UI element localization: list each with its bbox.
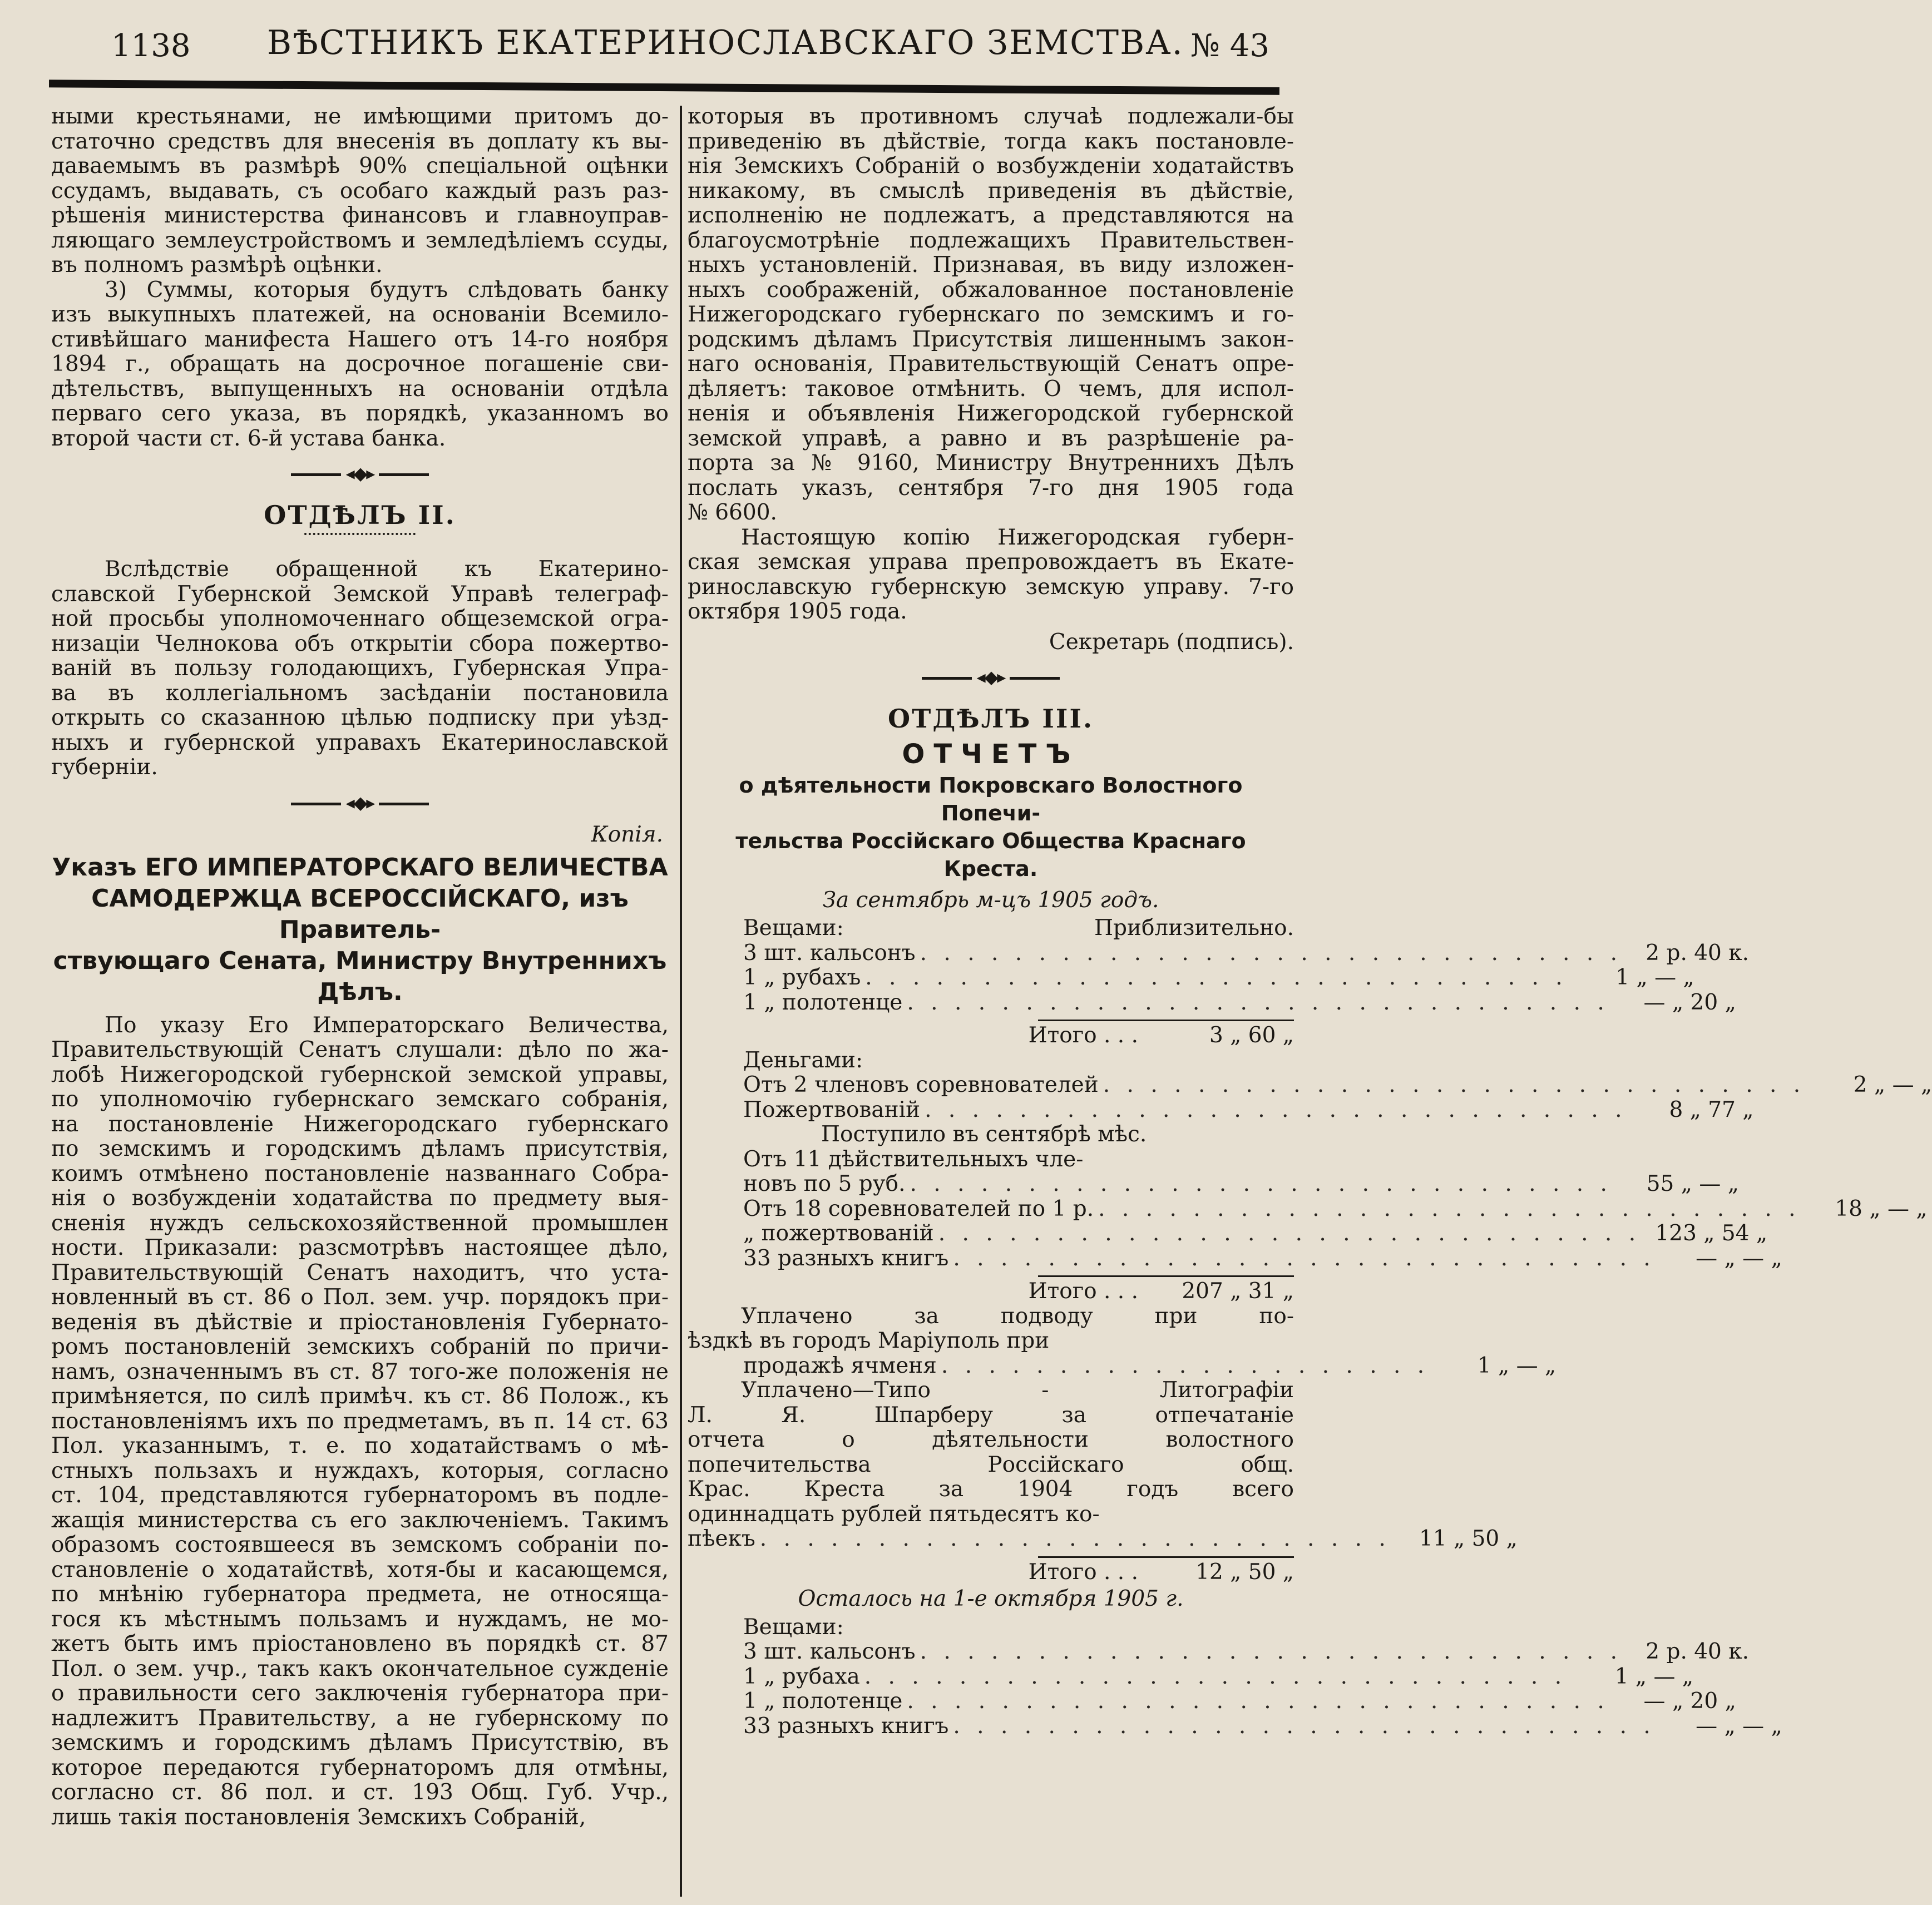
text-line: Пол. указаннымъ, т. е. по ходатайствамъ о мѣ- [51,1433,669,1458]
total-label: Итого . . . [1028,1559,1138,1585]
ledger-row: Отъ 18 соревнователей по 1 р. . . . . . . . . . . . . . . . . . . . . . . . . . . . . . . 18 „ — „ [743,1196,1928,1221]
paid-transport [688,1304,1294,1354]
report-title: ОТЧЕТЪ [902,739,1080,770]
ledger-amount: 2 р. 40 к. [1646,940,1750,966]
text-line: надлежитъ Правительству, а не губернскому по [51,1705,669,1731]
copy-paragraph [688,526,1294,625]
ledger-amount: 8 „ 77 „ [1669,1097,1754,1122]
text-line: примѣняется, по силѣ примѣч. къ ст. 86 Полож., къ [51,1384,669,1409]
ukaz-title-line: Указъ ЕГО ИМПЕРАТОРСКАГО ВЕЛИЧЕСТВА [52,853,668,882]
ledger-amount: — „ — „ [1696,1245,1782,1271]
copy-label: Копія. [591,822,663,847]
text-line: ныхъ соображеній, обжалованное постановленіе [688,277,1294,303]
ledger-amount: 55 „ — „ [1646,1171,1739,1196]
total-amount: 207 „ 31 „ [1182,1279,1294,1304]
text-line: о правильности сего заключенія губернатора при- [51,1681,669,1706]
text-line: которое передаются губернаторомъ для отмѣны, [51,1755,669,1780]
text-line: порта за № 9160, Министру Внутреннихъ Дѣлъ [688,451,1294,476]
ukaz-title [51,852,669,1008]
text-line: согласно ст. 86 пол. и ст. 193 Общ. Губ. Учр., [51,1780,669,1805]
paid-printing-row: пѣекъ . . . . . . . . . . . . . . . . . . . . . . . . . . . 11 „ 50 „ [688,1526,1518,1551]
ledger-label: „ пожертвованій [743,1221,934,1246]
report-subtitle-line: о дѣятельности Покровскаго Волостного Попечи- [739,773,1243,825]
text-line: славской Губернской Земской Управѣ телеграф- [51,581,669,607]
total-rule [1038,1556,1294,1558]
paid-printing [688,1378,1294,1527]
ukaz-title-line: САМОДЕРЖЦА ВСЕРОССІЙСКАГО, изъ Правитель- [91,884,629,944]
text-line: второй части ст. 6-й устава банка. [51,425,446,451]
report-period: За сентябрь м-цъ 1905 годъ. [822,887,1159,913]
text-line: ной просьбы уполномоченнаго общеземской огра- [51,606,669,631]
text-line: попечительства Россійскаго общ. [688,1452,1294,1477]
ledger-label: Отъ 2 членовъ соревнователей [743,1072,1099,1097]
text-line: постановленіямъ ихъ по предметамъ, въ п. 14 ст. 63 [51,1408,669,1434]
text-line: дѣляетъ: таковое отмѣнить. О чемъ, для испол- [688,376,1294,402]
issue-number: № 43 [1190,28,1269,64]
ukaz-body [51,1013,669,1830]
ornament-divider: ◂◆▸ [51,790,669,815]
section-2-title: ОТДѢЛЪ II. [264,499,456,530]
text-line: Настоящую копію Нижегородская губерн- [741,525,1294,550]
report-subtitle [688,771,1294,883]
total-row [688,1560,1294,1585]
things-list [688,940,1750,1016]
ledger-amount: 2 р. 40 к. [1646,1639,1750,1664]
text-line: лишь такія постановленія Земскихъ Собраній, [51,1804,586,1830]
text-line: октября 1905 года. [688,599,907,624]
text-line: коимъ отмѣнено постановленіе названнаго Собра- [51,1161,669,1186]
text-line: становленіе о ходатайствѣ, хотя-бы и касающемся, [51,1557,669,1582]
text-line: Л. Я. Шпарберу за отпечатаніе [688,1402,1294,1428]
paid-transport-row: продажѣ ячменя . . . . . . . . . . . . . . . . . . . . . 1 „ — „ [743,1353,1557,1378]
text-line: статочно средствъ для внесенія въ доплату къ вы- [51,128,669,154]
ledger-amount: 2 „ — „ [1853,1072,1932,1097]
column-divider [680,106,682,1897]
report-subtitle-line: тельства Россійскаго Общества Краснаго Креста. [735,828,1246,881]
dotted-rule [304,533,416,535]
total-label: Итого . . . [1028,1023,1138,1048]
text-line: Пол. о зем. учр., такъ какъ окончательное сужденіе [51,1656,669,1681]
ledger-row: Отъ 2 членовъ соревнователей . . . . . . . . . . . . . . . . . . . . . . . . . . . . . . 2 „ — „ [743,1072,1932,1097]
ledger-label: 3 шт. кальсонъ [743,1639,916,1664]
text-line: новленный въ ст. 86 о Пол. зем. учр. порядокъ при- [51,1285,669,1310]
text-line: ѣздкѣ въ городъ Маріуполь при [688,1328,1050,1353]
text-line: Вслѣдствіе обращенной къ Екатерино- [105,557,669,582]
ukaz-continuation [688,105,1294,526]
text-line: приведенію въ дѣйствіе, тогда какъ постановле- [688,128,1294,154]
total-amount: 3 „ 60 „ [1209,1023,1294,1048]
ledger-amount: 1 „ — „ [1615,965,1694,990]
ledger-row: 3 шт. кальсонъ . . . . . . . . . . . . . . . . . . . . . . . . . . . . . . 2 р. 40 к. [743,940,1750,966]
text-line: земской управѣ, а равно и въ разрѣшеніе ра- [688,425,1294,451]
received-list [688,1171,1928,1271]
text-line: рѣшенія министерства финансовъ и главноупрaв- [51,203,669,228]
ledger-label: 3 шт. кальсонъ [743,940,916,966]
text-line: Крас. Креста за 1904 годъ всего [688,1477,1294,1502]
text-line: 3) Суммы, которыя будутъ слѣдовать банку [105,277,669,303]
text-line: нія о возбужденіи ходатайства по предмету выя- [51,1186,669,1211]
ledger-amount: 123 „ 54 „ [1655,1221,1768,1246]
text-line: одиннадцать рублей пятьдесятъ ко- [688,1501,1100,1527]
ledger-amount: — „ 20 „ [1643,989,1736,1015]
intro-paragraph [51,105,669,278]
text-line: ссудамъ, выдавать, съ особаго каждый разъ раз- [51,178,669,204]
total-label: Итого . . . [1028,1279,1138,1304]
text-line: открыть со сказанною цѣлью подписку при уѣзд- [51,705,669,730]
header-rule [49,80,1279,95]
text-line: на постановленіе Нижегородскаго губернскаго [51,1111,669,1137]
text-line: губерніи. [51,755,158,780]
text-line: веденія въ дѣйствіе и пріостановленія Губернато- [51,1309,669,1335]
left-column [51,105,669,1830]
ledger-amount: — „ 20 „ [1643,1689,1736,1714]
text-line: лобѣ Нижегородской губернской земской управы, [51,1062,669,1087]
ledger-row: 3 шт. кальсонъ . . . . . . . . . . . . . . . . . . . . . . . . . . . . . . 2 р. 40 к. [743,1639,1750,1664]
text-line: ваній въ пользу голодающихъ, Губернская Упра- [51,656,669,681]
text-line: Нижегородскаго губернскаго по земскимъ и го- [688,302,1294,327]
text-line: никакому, въ смыслѣ приведенія въ дѣйствіе, [688,178,1294,204]
text-line: исполненію не подлежатъ, а представляются на [688,203,1294,228]
text-line: Уплачено за подводу при по- [741,1303,1294,1329]
text-line: ныхъ и губернской управахъ Екатеринославской [51,730,669,755]
text-line: стныхъ пользахъ и нуждахъ, которыя, согласно [51,1458,669,1483]
ledger-label: 1 „ рубахъ [743,965,861,990]
text-line: Правительствующій Сенатъ находитъ, что уста- [51,1260,669,1285]
journal-title: ВѢСТНИКЪ ЕКАТЕРИНОСЛАВСКАГО ЗЕМСТВА. [267,23,1184,62]
item-3-paragraph [51,278,669,452]
right-column [688,104,1932,1739]
text-line: изъ выкупныхъ платежей, на основаніи Всемило- [51,302,669,327]
text-line: ромъ постановленій земскихъ собраній по причи- [51,1334,669,1359]
text-line: Уплачено—Типо - Литографіи [741,1378,1294,1403]
total-rule [1038,1020,1294,1021]
text-line: По указу Его Императорскаго Величества, [105,1012,669,1038]
ledger-label: 33 разныхъ книгъ [743,1245,949,1271]
ledger-label: 33 разныхъ книгъ [743,1713,949,1739]
text-line: по мнѣнію губернатора предмета, не относяща- [51,1582,669,1607]
page-header [0,16,1314,77]
things2-list [688,1639,1782,1739]
text-line: ляющаго землеустройствомъ и земледѣліемъ ссуды, [51,227,669,253]
text-line: нія Земскихъ Собраній о возбужденіи ходатайствъ [688,154,1294,179]
approx-label: Приблизительно. [1094,916,1294,941]
text-line: благоусмотрѣніе подлежащихъ Правительствен- [688,227,1294,253]
ledger-label: новъ по 5 руб. [743,1171,906,1196]
ledger-label: Пожертвованій [743,1097,921,1122]
text-line: гося къ мѣстнымъ пользамъ и нуждамъ, не мо- [51,1606,669,1632]
total-amount: 12 „ 50 „ [1195,1559,1294,1585]
total-row [688,1279,1294,1304]
text-line: сненія нуждъ сельскохозяйственной промышлен [51,1210,669,1236]
ledger-label: 1 „ полотенце [743,1689,903,1714]
section-3-title: ОТДѢЛЪ III. [888,703,1094,734]
text-line: отчета о дѣятельности волостного [688,1427,1294,1452]
ledger-row: „ пожертвованій . . . . . . . . . . . . . . . . . . . . . . . . . . . . . . 123 „ 54 „ [743,1221,1768,1246]
remaining-label: Осталось на 1-е октября 1905 г. [798,1586,1184,1611]
text-line: № 6600. [688,500,777,525]
ledger-row: новъ по 5 руб. . . . . . . . . . . . . . . . . . . . . . . . . . . . . . . 55 „ — „ [743,1171,1739,1196]
ledger-row: 1 „ полотенце . . . . . . . . . . . . . . . . . . . . . . . . . . . . . . — „ 20 „ [743,1689,1736,1714]
ledger-amount: 1 „ — „ [1614,1664,1694,1689]
text-line: ныхъ установленій. Признавая, въ виду изложен- [688,253,1294,278]
text-line: ст. 104, представляются губернаторомъ въ подле- [51,1483,669,1508]
text-line: ненія и объявленія Нижегородской губернской [688,401,1294,426]
ledger-amount: 18 „ — „ [1835,1196,1928,1221]
text-line: которыя въ противномъ случаѣ подлежали-бы [688,104,1294,129]
text-line: даваемымъ въ размѣрѣ 90% спеціальной оцѣнки [51,154,669,179]
ledger-row: 1 „ рубаха . . . . . . . . . . . . . . . . . . . . . . . . . . . . . . 1 „ — „ [743,1664,1694,1689]
received-label: Поступило въ сентябрѣ мѣс. [821,1122,1147,1147]
text-line: низаціи Челнокова объ открытіи сбора пожертво- [51,631,669,656]
text-line: Правительствующій Сенатъ слушали: дѣло по жа- [51,1037,669,1062]
text-line: перваго сего указа, въ порядкѣ, указанномъ во [51,401,669,426]
text-line: образомъ состоявшееся въ земскомъ собраніи по- [51,1532,669,1557]
total-rule [1038,1275,1294,1277]
text-line: ринославскую губернскую земскую управу. 7-го [688,574,1294,600]
ledger-row: 33 разныхъ книгъ . . . . . . . . . . . . . . . . . . . . . . . . . . . . . . — „ — „ [743,1245,1782,1271]
secretary-signature: Секретарь (подпись). [1049,629,1294,655]
things-header [688,916,1294,941]
received-line: Отъ 11 дѣйствительныхъ чле- [743,1146,1084,1172]
ukaz-title-line: ствующаго Сената, Министру Внутреннихъ Дѣлъ. [53,946,667,1006]
text-line: по земскимъ и городскимъ дѣламъ присутствія, [51,1136,669,1161]
ornament-divider: ◂◆▸ [51,461,669,486]
text-line: стивѣйшаго манифеста Нашего отъ 14-го ноября [51,326,669,352]
text-line: въ полномъ размѣрѣ оцѣнки. [51,253,383,278]
ledger-row: Пожертвованій . . . . . . . . . . . . . . . . . . . . . . . . . . . . . . 8 „ 77 „ [743,1097,1754,1122]
things-label: Вещами: [743,916,844,941]
text-line: дѣтельствъ, выпущенныхъ на основаніи отдѣла [51,376,669,402]
text-line: родскимъ дѣламъ Присутствія лишеннымъ закон- [688,326,1294,352]
ledger-amount: — „ — „ [1696,1713,1782,1739]
text-line: ными крестьянами, не имѣющими притомъ до- [51,104,669,129]
section-2-paragraph [51,557,669,780]
ledger-label: 1 „ полотенце [743,989,903,1015]
text-line: 1894 г., обращать на досрочное погашеніе сви- [51,352,669,377]
page-number: 1138 [111,28,191,64]
text-line: по уполномочію губернскаго земскаго собранія, [51,1087,669,1112]
ledger-label: 1 „ рубаха [743,1664,860,1689]
text-line: ская земская управа препровождаетъ въ Екате- [688,550,1294,575]
text-line: намъ, означеннымъ въ ст. 87 того-же положенія не [51,1359,669,1384]
ledger-row: 33 разныхъ книгъ . . . . . . . . . . . . . . . . . . . . . . . . . . . . . . — „ — „ [743,1713,1782,1739]
ledger-label: Отъ 18 соревнователей по 1 р. [743,1196,1094,1221]
money-label: Деньгами: [743,1047,863,1073]
text-line: земскимъ и городскимъ дѣламъ Присутствію, въ [51,1730,669,1755]
ledger-row: 1 „ полотенце . . . . . . . . . . . . . . . . . . . . . . . . . . . . . . — „ 20 „ [743,989,1736,1015]
text-line: ва въ коллегіальномъ засѣданіи постановила [51,680,669,706]
things2-label: Вещами: [743,1614,844,1640]
text-line: жетъ быть имъ пріостановлено въ порядкѣ ст. 87 [51,1631,669,1656]
total-row [688,1023,1294,1048]
ornament-divider: ◂◆▸ [688,665,1294,690]
ledger-row: 1 „ рубахъ . . . . . . . . . . . . . . . . . . . . . . . . . . . . . . 1 „ — „ [743,965,1694,990]
text-line: послать указъ, сентября 7-го дня 1905 года [688,475,1294,501]
text-line: жащія министерства съ его заключеніемъ. Такимъ [51,1507,669,1533]
money-list [688,1072,1932,1122]
text-line: ности. Приказали: разсмотрѣвъ настоящее дѣло, [51,1235,669,1260]
text-line: наго основанія, Правительствующій Сенатъ опре- [688,352,1294,377]
